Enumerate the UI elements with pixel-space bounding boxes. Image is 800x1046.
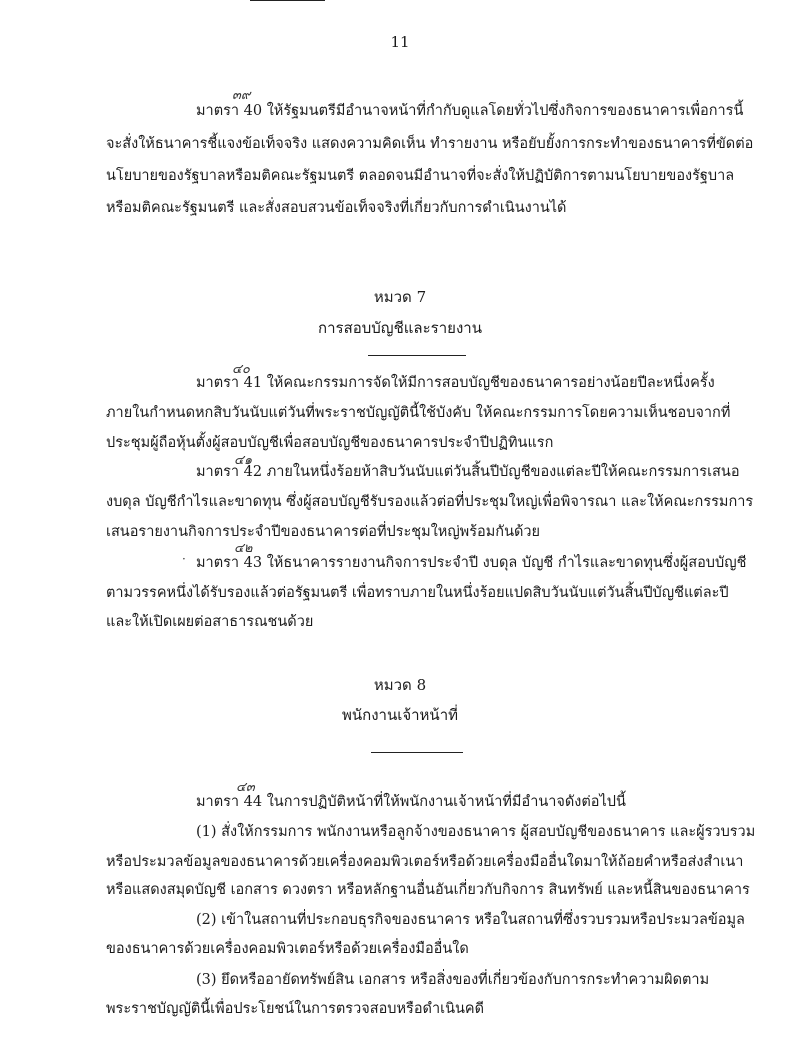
section-44-item-1-line-1: (1) สั่งให้กรรมการ พนักงานหรือลูกจ้างของธนาคาร ผู้สอบบัญชีของธนาคาร และผู้รวบรวม bbox=[196, 824, 756, 840]
page-number: 11 bbox=[390, 33, 410, 51]
section-44-item-2-line-1: (2) เข้าในสถานที่ประกอบธุรกิจของธนาคาร หรือในสถานที่ซึ่งรวบรวมหรือประมวลข้อมูล bbox=[196, 912, 745, 928]
section-43-line-2: ตามวรรคหนึ่งได้รับรองแล้วต่อรัฐมนตรี เพื่อทราบภายในหนึ่งร้อยแปดสิบวันนับแต่วันสิ้นปีบัญชีแต่ละปี bbox=[106, 585, 729, 601]
chapter-7-heading: หมวด 7 bbox=[373, 288, 427, 306]
section-41-line-3: ประชุมผู้ถือหุ้นตั้งผู้สอบบัญชีเพื่อสอบบัญชีของธนาคารประจำปีปฏิทินแรก bbox=[106, 435, 554, 451]
section-44-item-2-line-2: ของธนาคารด้วยเครื่องคอมพิวเตอร์หรือด้วยเครื่องมืออื่นใด bbox=[106, 941, 469, 957]
section-41-line-2: ภายในกำหนดหกสิบวันนับแต่วันที่พระราชบัญญัตินี้ใช้บังคับ ให้คณะกรรมการโดยความเห็นชอบจากที่ bbox=[106, 405, 731, 421]
handwritten-number-42: ๔๑ bbox=[234, 453, 253, 468]
section-42-line-1: มาตรา 42 ภายในหนึ่งร้อยห้าสิบวันนับแต่วันสิ้นปีบัญชีของแต่ละปีให้คณะกรรมการเสนอ bbox=[196, 464, 740, 480]
handwritten-number-44: ๔๓ bbox=[236, 780, 255, 795]
section-44-line-1: มาตรา 44 ในการปฏิบัติหน้าที่ให้พนักงานเจ้าหน้าที่มีอำนาจดังต่อไปนี้ bbox=[196, 794, 626, 810]
section-43-line-1: มาตรา 43 ให้ธนาคารรายงานกิจการประจำปี งบดุล บัญชี กำไรและขาดทุนซึ่งผู้สอบบัญชี bbox=[196, 555, 747, 571]
chapter-8-title: พนักงานเจ้าหน้าที่ bbox=[341, 706, 458, 724]
section-43-line-3: และให้เปิดเผยต่อสาธารณชนด้วย bbox=[106, 614, 314, 630]
handwritten-number-40: ๓๙ bbox=[232, 88, 251, 103]
section-40-line-4: หรือมติคณะรัฐมนตรี และสั่งสอบสวนข้อเท็จจริงที่เกี่ยวกับการดำเนินงานได้ bbox=[106, 200, 567, 216]
section-42-line-3: เสนอรายงานกิจการประจำปีของธนาคารต่อที่ประชุมใหญ่พร้อมกันด้วย bbox=[106, 524, 541, 540]
section-44-item-3-line-1: (3) ยึดหรืออายัดทรัพย์สิน เอกสาร หรือสิ่งของที่เกี่ยวข้องกับการกระทำความผิดตาม bbox=[196, 972, 710, 988]
handwritten-number-43: ๔๒ bbox=[234, 541, 253, 556]
section-41-line-1: มาตรา 41 ให้คณะกรรมการจัดให้มีการสอบบัญชีของธนาคารอย่างน้อยปีละหนึ่งครั้ง bbox=[196, 375, 715, 391]
chapter-8-heading: หมวด 8 bbox=[373, 676, 427, 694]
section-44-item-1-line-3: หรือแสดงสมุดบัญชี เอกสาร ดวงตรา หรือหลักฐานอื่นอันเกี่ยวกับกิจการ สินทรัพย์ และหนี้สินของธนาคาร bbox=[106, 882, 750, 898]
chapter-7-rule bbox=[368, 355, 466, 356]
chapter-8-rule bbox=[371, 752, 463, 753]
section-42-line-2: งบดุล บัญชีกำไรและขาดทุน ซึ่งผู้สอบบัญชีรับรองแล้วต่อที่ประชุมใหญ่เพื่อพิจารณา และให้คณะกรรมการ bbox=[106, 494, 754, 510]
section-44-item-3-line-2: พระราชบัญญัตินี้เพื่อประโยชน์ในการตรวจสอบหรือดำเนินคดี bbox=[106, 1001, 485, 1017]
section-40-line-3: นโยบายของรัฐบาลหรือมติคณะรัฐมนตรี ตลอดจนมีอำนาจที่จะสั่งให้ปฏิบัติการตามนโยบายของรัฐบาล bbox=[106, 168, 735, 184]
handwritten-number-41: ๔๐ bbox=[232, 362, 250, 377]
chapter-7-title: การสอบบัญชีและรายงาน bbox=[318, 319, 482, 337]
stray-mark: · bbox=[182, 552, 186, 566]
top-rule bbox=[250, 0, 325, 1]
section-40-line-1: มาตรา 40 ให้รัฐมนตรีมีอำนาจหน้าที่กำกับดูแลโดยทั่วไปซึ่งกิจการของธนาคารเพื่อการนี้ bbox=[196, 103, 744, 119]
section-44-item-1-line-2: หรือประมวลข้อมูลของธนาคารด้วยเครื่องคอมพิวเตอร์หรือด้วยเครื่องมืออื่นใดมาให้ถ้อยคำหรือส่งสำเนา bbox=[106, 854, 744, 870]
section-40-line-2: จะสั่งให้ธนาคารชี้แจงข้อเท็จจริง แสดงความคิดเห็น ทำรายงาน หรือยับยั้งการกระทำของธนาคารที่ขัดต่อ bbox=[106, 136, 754, 152]
